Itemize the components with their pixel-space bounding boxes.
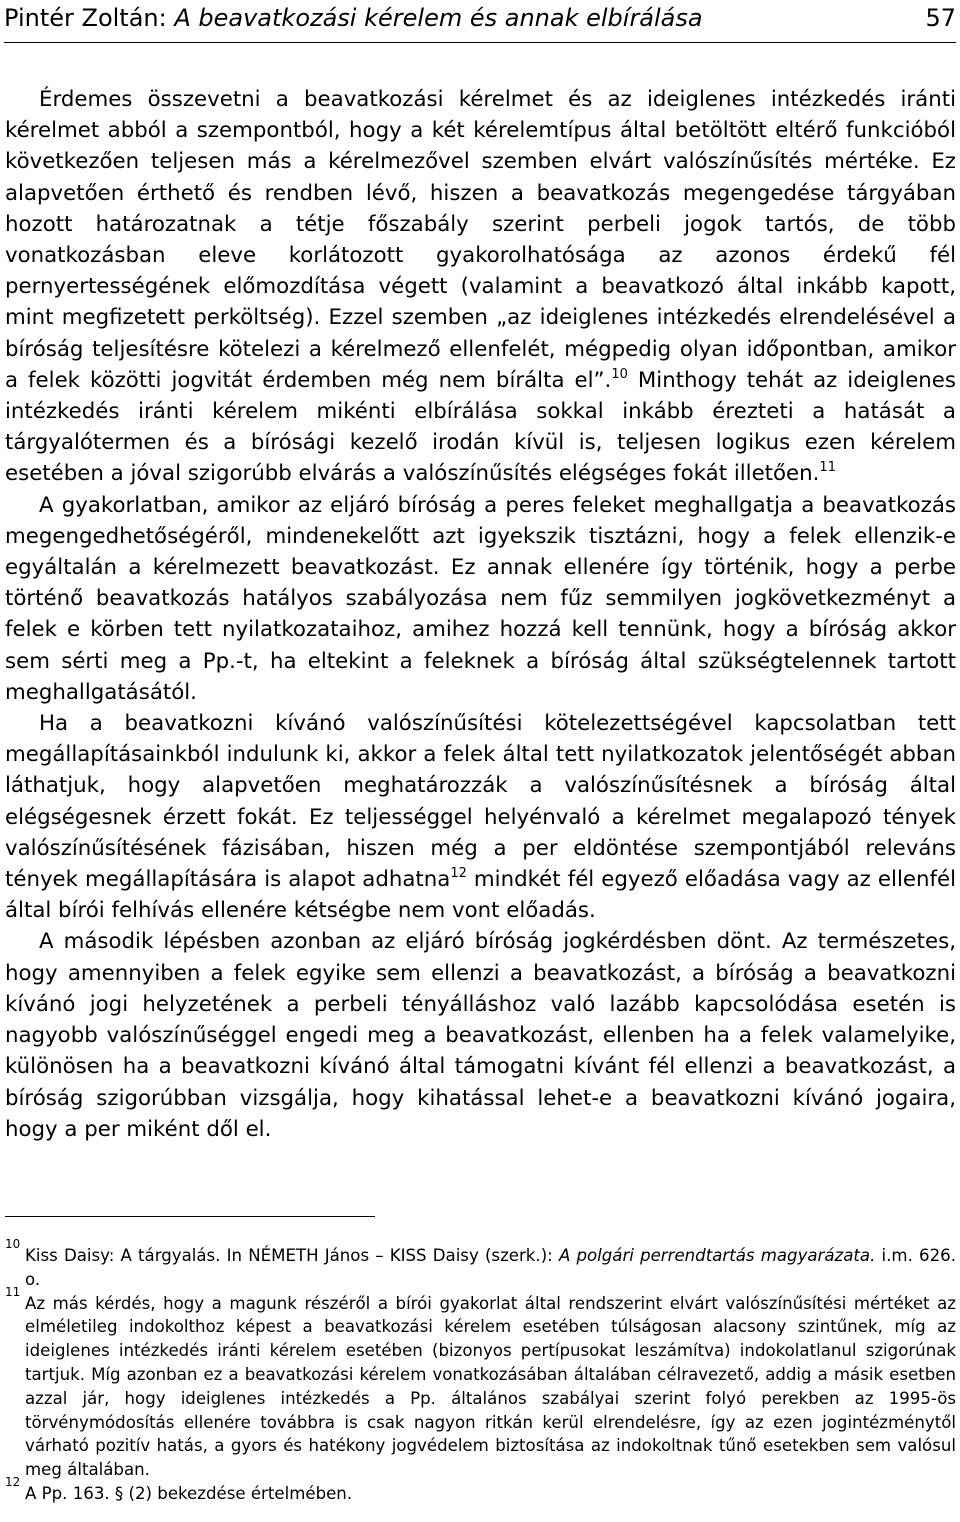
paragraph-1 [5, 84, 956, 490]
footnote-number: 12 [5, 1474, 21, 1489]
footnote-11 [5, 1284, 956, 1482]
running-header-title [4, 2, 703, 34]
footnote-number: 10 [5, 1237, 21, 1251]
footnote-text: Kiss Daisy: A tárgyalás. In NÉMETH János – KISS Daisy (szerk.): [25, 1246, 559, 1265]
paragraph-2: A gyakorlatban, amikor az eljáró bíróság a peres feleket meghallgatja a beavatkozás megengedhetőségéről, mindenekelőtt azt igyekszik tisztázni, hogy a felek ellenzik-e egyáltalán a kérelmezett beavatkozást. Ez annak ellenére így történik, hogy a perbe történő beavatkozás hatályos szabályozása nem fűz semmilyen jogkövetkezményt a felek e körben tett nyilatkozataihoz, amihez hozzá kell tennünk, hogy a bíróság akkor sem sérti meg a Pp.-t, ha eltekint a feleknek a bíróság által szükségtelennek tartott meghallgatásától. [5, 492, 956, 705]
footnote-text: Az más kérdés, hogy a magunk részéről a bírói gyakorlat által rendszerint elvárt valószínűsítési mértéket az elméletileg indokolthoz képest a beavatkozási kérelem esetében túlságosan alacsony szintűnek, míg az ideiglenes intézkedés iránti kérelem esetében (bizonyos pertípusokat leszámítva) indokolatlanul szigorúnak tartjuk. Míg azonban ez a beavatkozási kérelem vonatkozásában általában célravezető, addig a másik esetben azzal jár, hogy ideiglenes intézkedés a Pp. általános szabályai szerint folyó perekben az 1995-ös törvénymódosítás ellenére továbbra is csak nagyon ritkán kerül elrendelésre, így az ezen jogintézménytől várható pozitív hatás, a gyors és hatékony jogvédelem biztosítása az indokoltnak tűnő esetekben sem valósul meg általában. [25, 1293, 956, 1480]
paragraph-1-text-a: Érdemes összevetni a beavatkozási kérelmet és az ideiglenes intézkedés iránti kérelmet abból a szempontból, hogy a két kérelemtípus által betöltött eltérő funkcióból következően teljesen más a kérelmezővel szemben elvárt valószínűsítés mértéke. Ez alapvetően érthető és rendben lévő, hiszen a beavatkozás megengedése tárgyában hozott határozatnak a tétje főszabály szerint perbeli jogok tartós, de több vonatkozásban eleve korlátozott gyakorolhatósága az azonos érdekű fél pernyertességének előmozdítása végett (valamint a beavatkozó által inkább kapott, mint megfizetett perköltség). Ezzel szemben „az ideiglenes intézkedés elrendelésével a bíróság teljesítésre kötelezi a kérelmező ellenfelét, mégpedig olyan időpontban, amikor a felek közötti jogvitát érdemben még nem bírálta el”. [5, 87, 956, 393]
page-number: 57 [925, 4, 956, 32]
footnotes [5, 1237, 956, 1506]
footnote-ref-12: 12 [450, 866, 467, 882]
paragraph-3-text-a: Ha a beavatkozni kívánó valószínűsítési kötelezettségével kapcsolatban tett megállapításainkból indulunk ki, akkor a felek által tett nyilatkozatok jelentőségét abban láthatjuk, hogy alapvetően meghatározzák a valószínűsítésnek a bíróság által elégségesnek érzett fokát. Ez teljességgel helyénvaló a kérelmet megalapozó tények valószínűsítésének fázisában, hiszen még a per eldöntése szempontjából releváns tények megállapítására is alapot adhatna [5, 711, 956, 893]
main-text [5, 84, 956, 1145]
footnote-12 [5, 1474, 956, 1506]
footnote-cited-work: A polgári perrendtartás magyarázata. [558, 1246, 876, 1265]
footnote-separator [5, 1216, 375, 1217]
paragraph-3-text-b: mindkét fél egyező előadása vagy az ellenfél által bírói felhívás ellenére kétségbe nem vont előadás. [5, 867, 956, 924]
footnote-10 [5, 1237, 956, 1292]
header-author: Pintér Zoltán: [4, 4, 175, 32]
footnote-text: A Pp. 163. § (2) bekezdése értelmében. [25, 1483, 353, 1503]
header-chapter-title: A beavatkozási kérelem és annak elbírálása [174, 4, 703, 32]
footnote-text-tail: i.m. 626. o. [25, 1246, 956, 1289]
paragraph-3 [5, 708, 956, 926]
footnote-ref-10: 10 [611, 366, 628, 382]
paragraph-4: A második lépésben azonban az eljáró bíróság jogkérdésben dönt. Az természetes, hogy amennyiben a felek egyike sem ellenzi a beavatkozást, a bíróság a beavatkozni kívánó jogi helyzetének a perbeli tényálláshoz való lazább kapcsolódása esetén is nagyobb valószínűséggel engedi meg a beavatkozást, ellenben ha a felek valamelyike, különösen ha a beavatkozni kívánó által támogatni kívánt fél ellenzi a beavatkozást, a bíróság szigorúbban vizsgálja, hogy kihatással lehet-e a beavatkozni kívánó jogaira, hogy a per miként dől el. [5, 929, 956, 1142]
footnote-ref-11: 11 [819, 460, 836, 476]
page-header [4, 0, 956, 43]
paragraph-1-text-b: Minthogy tehát az ideiglenes intézkedés iránti kérelem mikénti elbírálása sokkal inkább érezteti a hatását a tárgyalótermen és a bírósági kezelő irodán kívül is, teljesen logikus ezen kérelem esetében a jóval szigorúbb elvárás a valószínűsítés elégséges fokát illetően. [5, 367, 956, 487]
footnote-number: 11 [5, 1284, 21, 1299]
